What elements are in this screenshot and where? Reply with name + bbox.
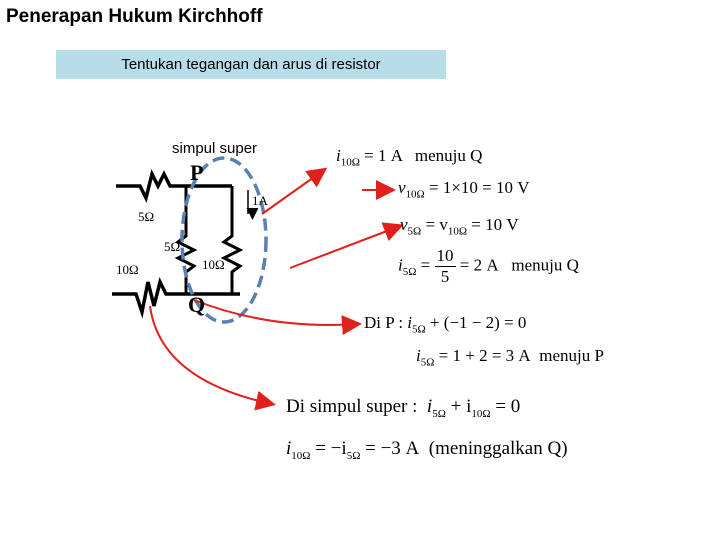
problem-banner: Tentukan tegangan dan arus di resistor [56,50,446,79]
eq-i5-result: $i_{5\Omega} = 1 + 2 = 3$ A menuju P [416,346,604,369]
page-title: Penerapan Hukum Kirchhoff [6,6,263,27]
resistor-10-right-zigzag [224,186,240,294]
r10-right-label: 10Ω [202,257,225,272]
node-q-label: Q [188,292,206,317]
arrow-to-e3 [290,226,400,268]
eq-supernode-kcl: Di simpul super : $i_{5\Omega} + i_{10\Omega} = 0$ [286,396,521,420]
resistor-5-left-zigzag [116,174,232,198]
node-p-label: P [190,160,204,185]
r10-left-label: 10Ω [116,262,139,277]
eq-i10-final: $i_{10\Omega} = -i_{5\Omega} = -3$ A (meninggalkan Q) [286,438,568,462]
r5-left-label: 5Ω [138,209,155,224]
r5-mid-label: 5Ω [164,239,181,254]
current-source-label: 1A [252,193,268,208]
eq-v10: $v_{10\Omega} = 1\times 10 = 10$ V [398,178,530,201]
supernode-label: simpul super [172,140,258,157]
arrow-to-e7 [150,306,272,404]
resistor-10-left-zigzag [112,282,240,312]
arrow-to-e1 [262,170,324,214]
eq-kcl-p: Di P : $i_{5\Omega} + (-1 - 2) = 0$ [364,313,527,336]
eq-i10-source: $i_{10\Omega} = 1$ A menuju Q [336,146,483,169]
eq-i5-ohm: $i_{5\Omega}$ = $\frac{10}{5}$ = 2 A menuju Q [398,246,579,286]
arrow-to-e5 [194,300,358,325]
eq-v5: $v_{5\Omega} = v_{10\Omega} = 10$ V [400,215,519,238]
fraction-10-over-5: $\frac{10}{5}$ [436,246,454,286]
